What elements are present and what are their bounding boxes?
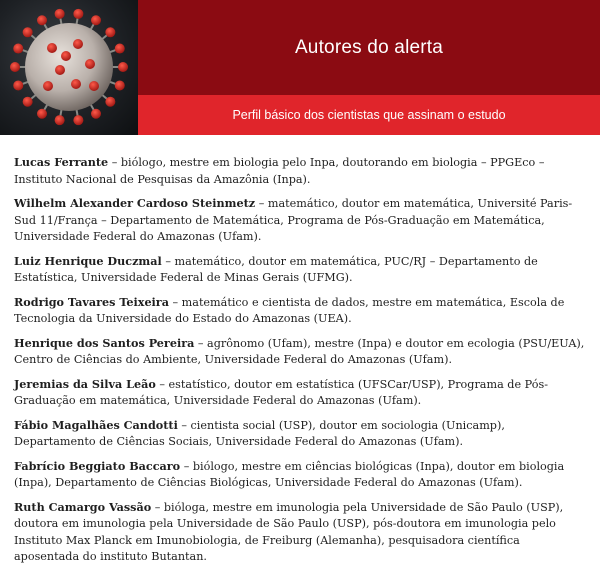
title-band [138,0,600,95]
author-entry [14,458,588,492]
author-entry [14,499,588,566]
authors-list [14,154,588,573]
author-entry [14,335,588,369]
author-description: – agrônomo (Ufam), mestre (Inpa) e doutor em ecologia (PSU/EUA), Centro de Ciências do Ambiente, Universidade Federal do Amazonas (Ufam). [14,336,585,366]
author-description: – bióloga, mestre em imunologia pela Universidade de São Paulo (USP), doutora em imunologia pela Universidade de São Paulo (USP), pós-doutora em imunologia pelo Instituto Max Planck em Imunobiologia, de Freiburg (Alemanha), pesquisadora científica aposentada do instituto Butantan. [14,500,564,563]
author-name: Jeremias da Silva Leão [14,376,156,391]
author-description: – cientista social (USP), doutor em sociologia (Unicamp), Departamento de Ciências Sociais, Universidade Federal do Amazonas (Ufam). [14,418,505,448]
coronavirus-image [0,0,138,135]
author-description: – matemático e cientista de dados, mestre em matemática, Escola de Tecnologia da Universidade do Estado do Amazonas (UEA). [14,295,565,325]
author-description: – biólogo, mestre em biologia pelo Inpa, doutorando em biologia – PPGEco – Instituto Nacional de Pesquisas da Amazônia (Inpa). [14,156,545,186]
author-name: Henrique dos Santos Pereira [14,335,195,350]
author-entry [14,195,588,246]
author-entry [14,417,588,451]
author-name: Fábio Magalhães Candotti [14,417,178,432]
author-name: Lucas Ferrante [14,155,109,169]
author-name: Rodrigo Tavares Teixeira [14,294,169,309]
header-banner [0,0,600,135]
author-description: – matemático, doutor em matemática, Université Paris-Sud 11/França – Departamento de Matemática, Programa de Pós-Graduação em Matemática, Universidade Federal do Amazonas (Ufam). [14,197,573,243]
coronavirus-icon [0,0,138,135]
author-entry [14,376,588,410]
author-entry [14,253,588,287]
author-description: – estatístico, doutor em estatística (UFSCar/USP), Programa de Pós-Graduação em matemática, Universidade Federal do Amazonas (Ufam). [14,377,548,407]
page-title: Autores do alerta [294,36,444,58]
author-name: Fabrício Beggiato Baccaro [14,458,181,473]
author-name: Ruth Camargo Vassão [14,499,152,514]
author-entry [14,154,588,188]
page-subtitle: Perfil básico dos cientistas que assinam o estudo [232,108,506,122]
author-name: Luiz Henrique Duczmal [14,253,162,268]
author-entry [14,294,588,328]
author-name: Wilhelm Alexander Cardoso Steinmetz [14,196,256,210]
subtitle-band [138,95,600,135]
author-description: – matemático, doutor em matemática, PUC/RJ – Departamento de Estatística, Universidade Federal de Minas Gerais (UFMG). [14,254,538,284]
author-description: – biólogo, mestre em ciências biológicas (Inpa), doutor em biologia (Inpa), Departamento de Ciências Biológicas, Universidade Federal do Amazonas (Ufam). [14,459,565,489]
